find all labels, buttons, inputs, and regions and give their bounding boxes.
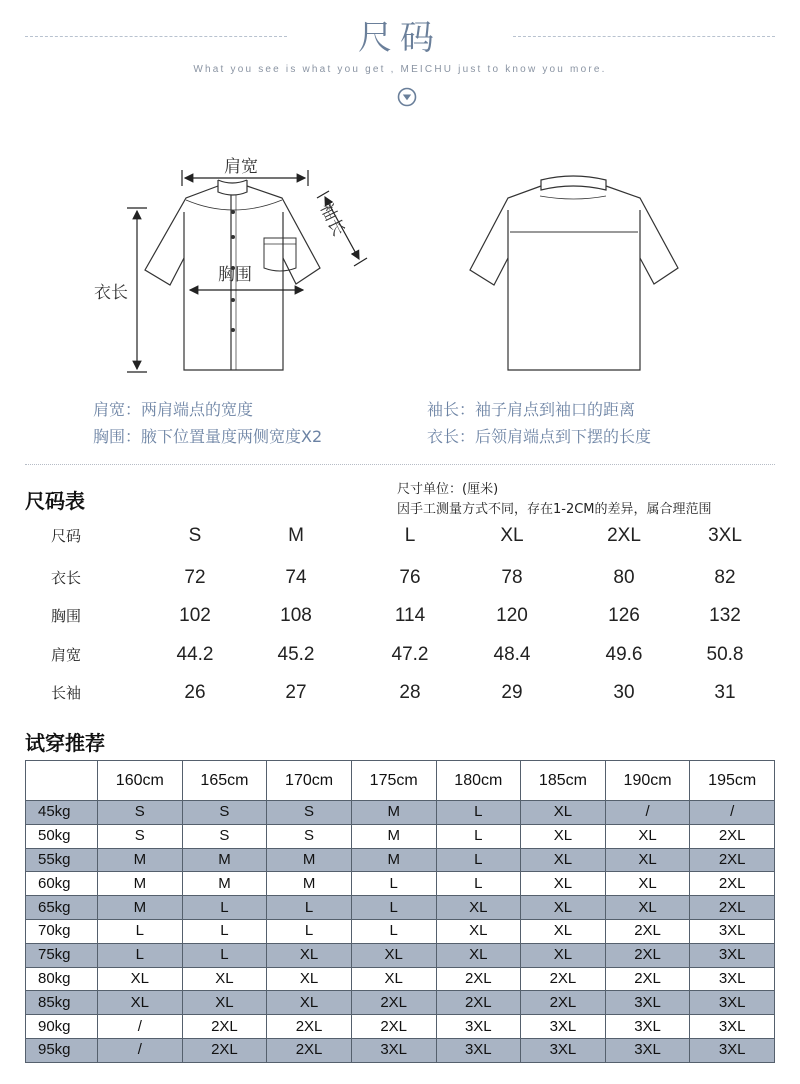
value-cell: 78 [501,567,523,588]
height-header: 165cm [182,761,267,801]
definition-chest: 胸围：腋下位置量度两侧宽度X2 [93,427,323,446]
size-cell: S [267,824,352,848]
size-cell: M [182,848,267,872]
value-cell: 132 [709,605,741,626]
value-cell: 120 [496,605,528,626]
size-cell: 3XL [690,919,775,943]
size-cell: XL [521,848,606,872]
definition-shoulder: 肩宽：两肩端点的宽度 [93,400,254,419]
size-cell: XL [436,943,521,967]
measurement-note: 因手工测量方式不同，存在1-2CM的差异，属合理范围 [397,502,712,517]
definition-length: 衣长：后领肩端点到下摆的长度 [427,427,652,446]
height-header: 170cm [267,761,352,801]
value-cell: 44.2 [176,644,214,665]
size-cell: XL [605,896,690,920]
recommend-table-title: 试穿推荐 [25,731,105,755]
size-cell: M [351,848,436,872]
size-cell: L [182,943,267,967]
definition-sleeve: 袖长：袖子肩点到袖口的距离 [427,400,636,419]
size-cell: XL [605,872,690,896]
table-header-row [26,761,775,801]
table-row [26,1015,775,1039]
size-cell: 2XL [690,872,775,896]
size-table-header [0,521,800,551]
size-cell: / [605,801,690,825]
size-cell: 3XL [690,967,775,991]
value-cell: 50.8 [706,644,744,665]
height-header: 180cm [436,761,521,801]
page-subtitle: What you see is what you get , MEICHU just to know you more. [193,64,607,75]
size-cell: 3XL [605,991,690,1015]
size-cell: XL [521,943,606,967]
size-cell: 2XL [267,1015,352,1039]
size-cell: 2XL [521,991,606,1015]
size-cell: XL [521,896,606,920]
table-row [26,801,775,825]
value-cell: 28 [399,682,421,703]
size-cell: S [182,824,267,848]
size-cell: S [182,801,267,825]
size-cell: 2XL [605,967,690,991]
weight-cell: 75kg [26,943,98,967]
shirt-diagram-svg [0,140,800,390]
size-cell: M [98,848,183,872]
size-cell: M [98,872,183,896]
size-cell: XL [182,991,267,1015]
size-cell: 3XL [605,1038,690,1062]
size-cell: L [436,848,521,872]
size-cell: XL [521,919,606,943]
back-shirt-icon [470,176,678,370]
size-cell: 2XL [267,1038,352,1062]
size-cell: M [182,872,267,896]
size-cell: L [182,896,267,920]
section-divider [25,464,775,465]
value-cell: 29 [501,682,523,703]
table-row [26,919,775,943]
size-cell: 3XL [605,1015,690,1039]
size-cell: S [267,801,352,825]
value-cell: 30 [613,682,635,703]
size-cell: M [288,525,304,546]
weight-cell: 65kg [26,896,98,920]
size-cell: M [267,848,352,872]
size-cell: 3XL [436,1038,521,1062]
value-cell: 27 [285,682,307,703]
size-cell: / [690,801,775,825]
table-row [26,824,775,848]
weight-cell: 85kg [26,991,98,1015]
recommend-table [25,760,775,1063]
value-cell: 74 [285,567,307,588]
size-cell: L [182,919,267,943]
height-header: 190cm [605,761,690,801]
size-row-chest [0,601,800,631]
value-cell: 48.4 [493,644,531,665]
size-cell: XL [182,967,267,991]
size-cell: L [436,801,521,825]
weight-cell: 60kg [26,872,98,896]
size-cell: XL [500,525,524,546]
size-cell: 2XL [690,896,775,920]
table-row [26,943,775,967]
size-cell: L [267,896,352,920]
size-cell: XL [351,967,436,991]
size-cell: XL [436,919,521,943]
size-cell: L [98,943,183,967]
table-row [26,848,775,872]
size-cell: XL [267,967,352,991]
row-label: 衣长 [50,569,81,587]
size-cell: S [98,824,183,848]
size-cell: S [98,801,183,825]
chevron-down-icon [397,87,417,107]
table-row [26,991,775,1015]
size-cell: S [188,525,202,546]
size-cell: L [267,919,352,943]
size-header-label: 尺码 [50,527,81,545]
weight-cell: 90kg [26,1015,98,1039]
size-cell: 2XL [521,967,606,991]
value-cell: 26 [184,682,206,703]
value-cell: 102 [179,605,211,626]
unit-note: 尺寸单位：(厘米) [397,482,499,497]
weight-cell: 95kg [26,1038,98,1062]
value-cell: 72 [184,567,206,588]
size-cell: 2XL [605,919,690,943]
corner-cell [26,761,98,801]
size-cell: XL [605,848,690,872]
size-row-length [0,563,800,593]
size-cell: L [351,919,436,943]
size-cell: XL [267,991,352,1015]
size-cell: 2XL [690,824,775,848]
value-cell: 82 [714,567,736,588]
size-cell: 2XL [351,1015,436,1039]
size-cell: XL [605,824,690,848]
size-cell: XL [98,991,183,1015]
weight-cell: 45kg [26,801,98,825]
weight-cell: 70kg [26,919,98,943]
size-cell: L [351,872,436,896]
height-header: 160cm [98,761,183,801]
size-cell: / [98,1038,183,1062]
size-cell: 2XL [607,525,641,546]
table-row [26,872,775,896]
size-cell: XL [351,943,436,967]
size-cell: 3XL [436,1015,521,1039]
size-cell: 3XL [690,1015,775,1039]
page-title: 尺码 [358,18,442,58]
label-length: 衣长 [94,283,128,303]
value-cell: 80 [613,567,635,588]
label-shoulder: 肩宽 [224,157,258,177]
value-cell: 31 [714,682,736,703]
size-cell: L [98,919,183,943]
row-label: 肩宽 [50,646,81,664]
size-cell: L [436,824,521,848]
table-row [26,896,775,920]
size-cell: L [351,896,436,920]
value-cell: 108 [280,605,312,626]
size-cell: 3XL [690,991,775,1015]
table-row [26,967,775,991]
size-cell: XL [521,824,606,848]
size-cell: 2XL [182,1015,267,1039]
weight-cell: 80kg [26,967,98,991]
size-row-sleeve [0,678,800,708]
label-chest: 胸围 [218,265,252,285]
value-cell: 76 [399,567,421,588]
size-cell: 3XL [708,525,742,546]
size-cell: 2XL [351,991,436,1015]
weight-cell: 55kg [26,848,98,872]
shirt-diagram [0,140,800,390]
size-cell: M [351,801,436,825]
size-cell: / [98,1015,183,1039]
size-cell: XL [267,943,352,967]
size-row-shoulder [0,640,800,670]
size-cell: 3XL [690,1038,775,1062]
weight-cell: 50kg [26,824,98,848]
size-cell: 2XL [690,848,775,872]
row-label: 胸围 [50,607,81,625]
size-cell: XL [98,967,183,991]
size-cell: 2XL [182,1038,267,1062]
height-header: 175cm [351,761,436,801]
value-cell: 114 [394,605,426,626]
size-cell: M [267,872,352,896]
size-cell: 2XL [436,991,521,1015]
size-cell: 3XL [351,1038,436,1062]
size-cell: M [351,824,436,848]
value-cell: 126 [608,605,640,626]
size-cell: 3XL [521,1015,606,1039]
value-cell: 47.2 [391,644,429,665]
table-row [26,1038,775,1062]
size-cell: 2XL [436,967,521,991]
value-cell: 45.2 [277,644,315,665]
height-header: 195cm [690,761,775,801]
size-cell: 3XL [521,1038,606,1062]
size-table-title: 尺码表 [25,489,85,513]
size-cell: L [404,525,416,546]
height-header: 185cm [521,761,606,801]
size-cell: L [436,872,521,896]
size-cell: XL [521,872,606,896]
size-cell: 2XL [605,943,690,967]
size-cell: 3XL [690,943,775,967]
value-cell: 49.6 [605,644,643,665]
size-cell: XL [521,801,606,825]
label-sleeve: 袖长 [315,200,349,240]
row-label: 长袖 [50,684,81,702]
size-cell: M [98,896,183,920]
size-cell: XL [436,896,521,920]
